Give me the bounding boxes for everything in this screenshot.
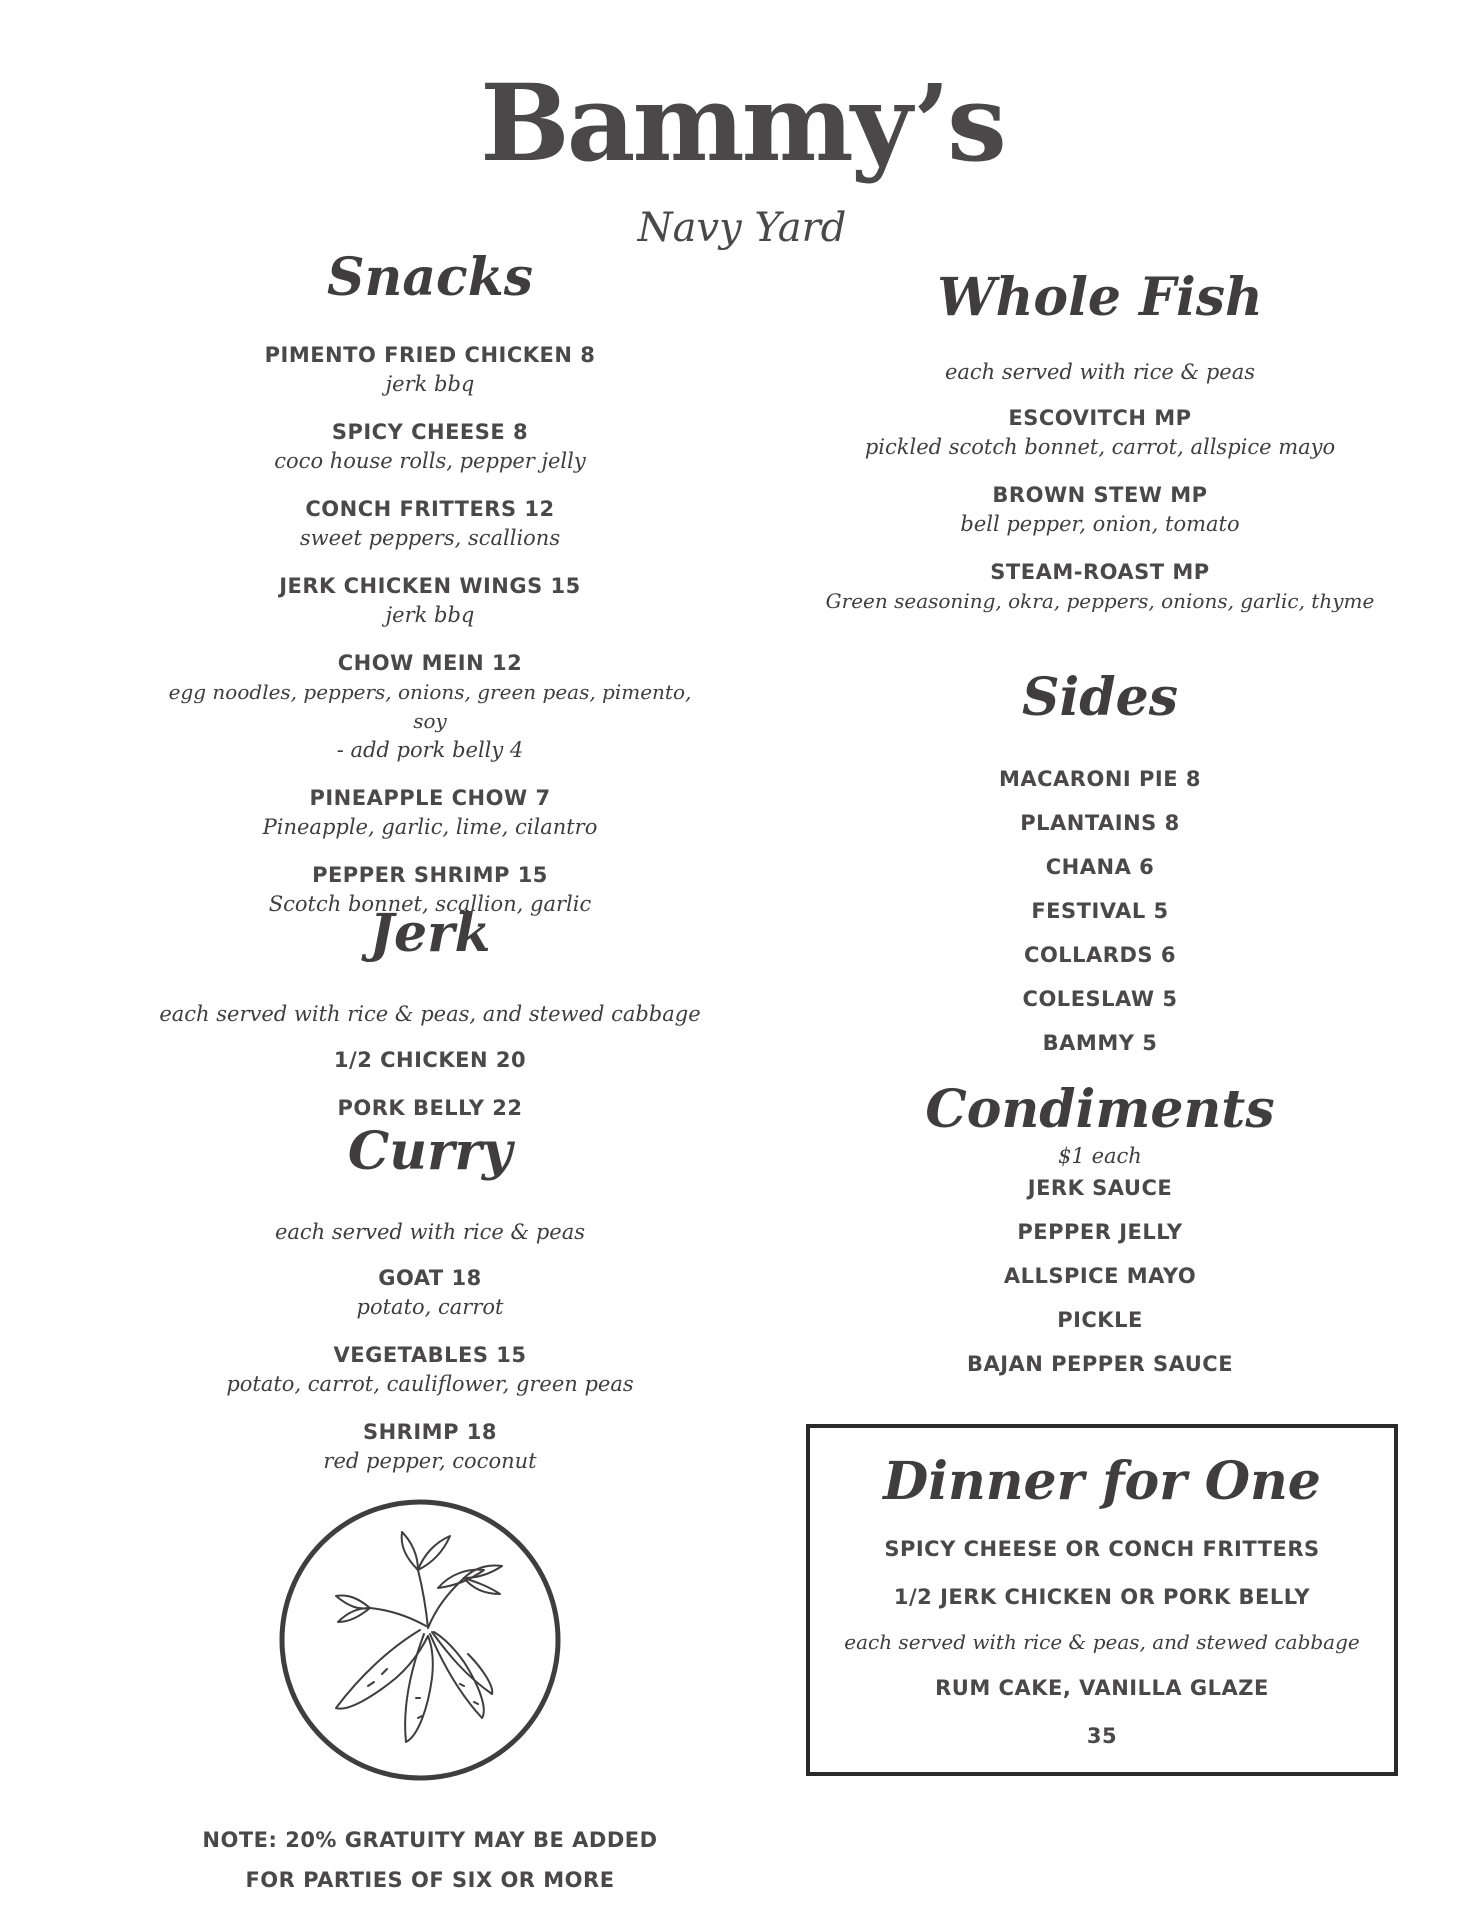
menu-item <box>150 571 710 630</box>
menu-item: MACARONI PIE 8 <box>998 767 1201 791</box>
item-desc: sweet peppers, scallions <box>299 526 561 550</box>
menu-item <box>150 648 710 765</box>
dinner-for-one-box <box>806 1424 1398 1776</box>
footer-line-2: FOR PARTIES OF SIX OR MORE <box>245 1868 615 1892</box>
dinner-price: 35 <box>1086 1724 1118 1748</box>
item-desc: bell pepper, onion, tomato <box>960 512 1240 536</box>
whole-fish-note: each served with rice & peas <box>944 360 1256 384</box>
brand-logo: Bammy’s <box>480 60 1004 185</box>
condiments-note: $1 each <box>1058 1144 1142 1168</box>
menu-item: COLLARDS 6 <box>1024 943 1176 967</box>
item-name: STEAM-ROAST MP <box>990 560 1210 584</box>
menu-item <box>150 1417 710 1476</box>
menu-item <box>150 1340 710 1399</box>
dinner-note: each served with rice & peas, and stewed cabbage <box>844 1630 1360 1654</box>
dinner-line-starter: SPICY CHEESE OR CONCH FRITTERS <box>884 1537 1320 1561</box>
menu-item <box>150 494 710 553</box>
curry-title: Curry <box>347 1121 513 1182</box>
menu-item: PORK BELLY 22 <box>337 1096 523 1120</box>
location-subtitle: Navy Yard <box>637 205 847 251</box>
item-name: SHRIMP 18 <box>362 1420 497 1444</box>
item-name: ESCOVITCH MP <box>1008 406 1192 430</box>
footer-line-1: NOTE: 20% GRATUITY MAY BE ADDED <box>202 1828 658 1852</box>
sides-section <box>820 667 1380 1072</box>
menu-item <box>820 403 1380 462</box>
menu-item: 1/2 CHICKEN 20 <box>333 1048 527 1072</box>
item-name: PINEAPPLE CHOW 7 <box>309 786 551 810</box>
whole-fish-title: Whole Fish <box>937 267 1263 328</box>
item-desc: pickled scotch bonnet, carrot, allspice mayo <box>864 435 1336 459</box>
menu-item: PICKLE <box>1057 1308 1143 1332</box>
item-desc: egg noodles, peppers, onions, green peas, pimento, soy <box>168 680 692 733</box>
jerk-note: each served with rice & peas, and stewed cabbage <box>159 1002 701 1026</box>
item-name: PEPPER SHRIMP 15 <box>312 863 548 887</box>
menu-item: FESTIVAL 5 <box>1031 899 1169 923</box>
menu-item: CHANA 6 <box>1045 855 1155 879</box>
menu-item <box>150 783 710 842</box>
item-desc: Green seasoning, okra, peppers, onions, garlic, thyme <box>825 589 1375 613</box>
menu-item <box>150 1263 710 1322</box>
item-name: JERK CHICKEN WINGS 15 <box>279 574 581 598</box>
sides-title: Sides <box>1021 667 1179 728</box>
menu-item: PEPPER JELLY <box>1017 1220 1183 1244</box>
menu-item: ALLSPICE MAYO <box>1003 1264 1197 1288</box>
item-addon: - add pork belly 4 <box>336 738 524 762</box>
menu-item: JERK SAUCE <box>1027 1176 1173 1200</box>
menu-item <box>820 557 1380 616</box>
menu-item: BAJAN PEPPER SAUCE <box>966 1352 1234 1376</box>
item-desc: coco house rolls, pepper jelly <box>274 449 586 473</box>
whole-fish-section <box>820 267 1380 634</box>
dinner-for-one-title: Dinner for One <box>883 1451 1321 1512</box>
snacks-section <box>150 247 710 937</box>
curry-note: each served with rice & peas <box>274 1220 586 1244</box>
gratuity-note <box>150 1820 710 1900</box>
menu-item: BAMMY 5 <box>1042 1031 1158 1055</box>
menu-item <box>150 340 710 399</box>
item-desc: potato, carrot <box>356 1295 504 1319</box>
condiments-title: Condiments <box>925 1079 1275 1140</box>
item-desc: potato, carrot, cauliflower, green peas <box>226 1372 634 1396</box>
dinner-line-dessert: RUM CAKE, VANILLA GLAZE <box>935 1676 1269 1700</box>
menu-item <box>150 417 710 476</box>
item-desc: jerk bbq <box>385 372 475 396</box>
item-name: PIMENTO FRIED CHICKEN 8 <box>264 343 596 367</box>
item-desc: Scotch bonnet, scallion, garlic <box>268 892 592 916</box>
curry-section <box>150 1121 710 1494</box>
item-desc: jerk bbq <box>385 603 475 627</box>
item-desc: Pineapple, garlic, lime, cilantro <box>262 815 598 839</box>
item-desc: red pepper, coconut <box>323 1449 537 1473</box>
item-name: VEGETABLES 15 <box>333 1343 527 1367</box>
cassava-plant-icon <box>278 1498 562 1782</box>
item-name: GOAT 18 <box>378 1266 482 1290</box>
item-name: CHOW MEIN 12 <box>337 651 523 675</box>
item-name: CONCH FRITTERS 12 <box>305 497 555 521</box>
menu-item: COLESLAW 5 <box>1022 987 1178 1011</box>
menu-item <box>820 480 1380 539</box>
item-name: BROWN STEW MP <box>992 483 1208 507</box>
snacks-title: Snacks <box>326 247 534 308</box>
menu-item: PLANTAINS 8 <box>1020 811 1180 835</box>
item-name: SPICY CHEESE 8 <box>331 420 529 444</box>
dinner-line-main: 1/2 JERK CHICKEN OR PORK BELLY <box>893 1585 1311 1609</box>
condiments-section <box>820 1079 1380 1393</box>
jerk-title: Jerk <box>369 903 491 964</box>
